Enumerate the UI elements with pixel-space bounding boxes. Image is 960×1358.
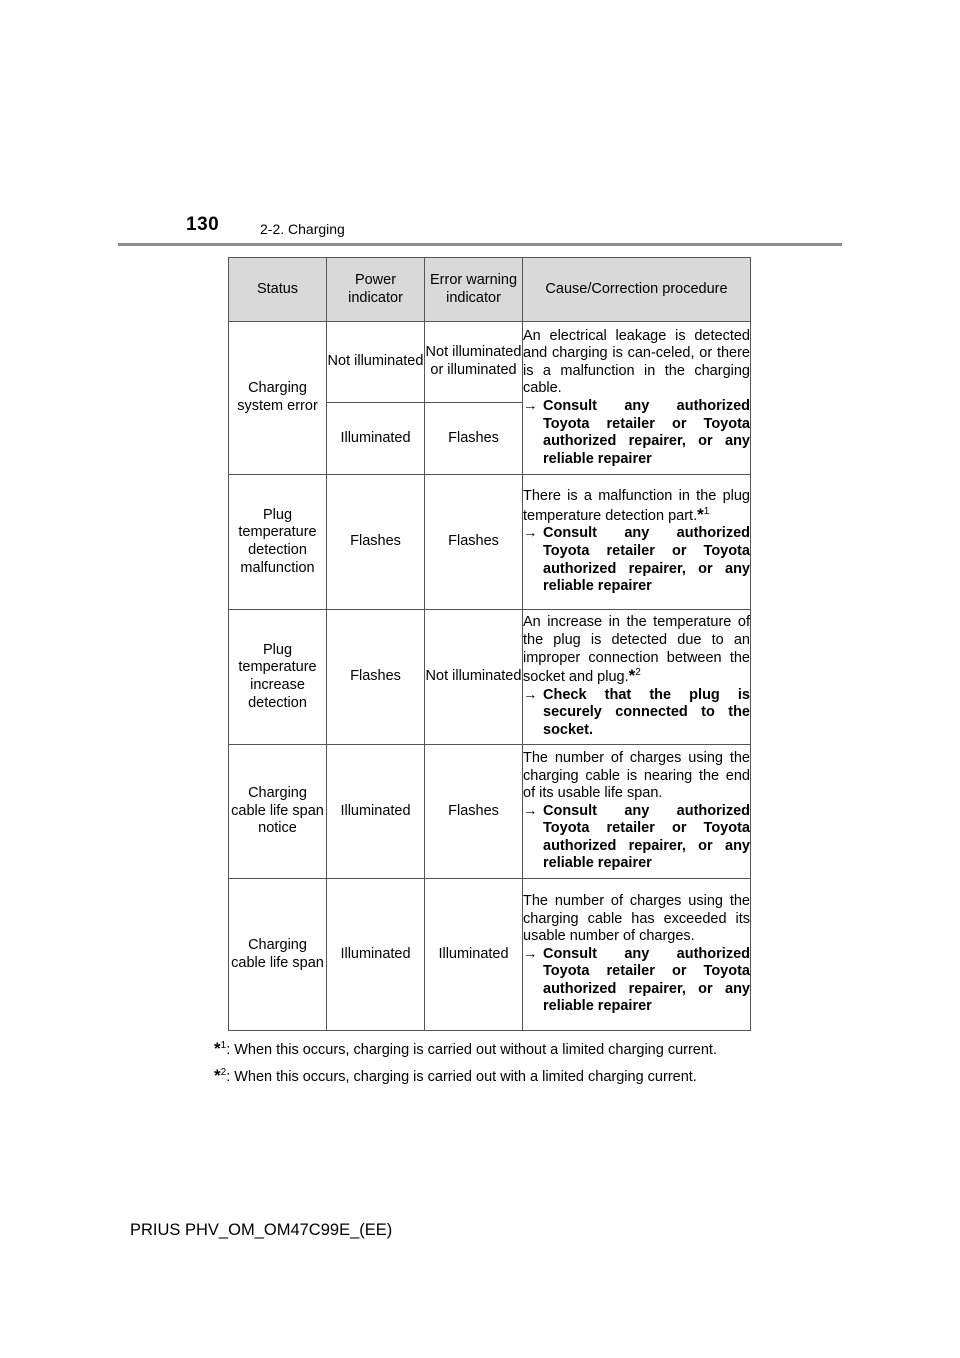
status-cell: Charging cable life span	[229, 879, 327, 1031]
footnote-asterisk-icon: *	[214, 1066, 221, 1085]
footnote-asterisk-icon: *	[628, 666, 636, 686]
cause-text: An increase in the temperature of the plug is detected due to an improper connection between the socket and plug.*$^2$	[523, 614, 750, 686]
arrow-icon: →	[523, 945, 538, 962]
status-cell: Charging cable life span notice	[229, 745, 327, 879]
table-row	[229, 745, 751, 879]
status-cell: Plug temperature detection malfunction	[229, 475, 327, 610]
power-indicator-cell: Illuminated	[327, 403, 425, 475]
correction-action: → Consult any authorized Toyota retailer or Toyota authorized repairer, or any reliable repairer	[523, 945, 750, 1015]
column-header-cause-correction: Cause/Correction procedure	[523, 258, 751, 322]
section-title: 2-2. Charging	[260, 221, 345, 237]
arrow-icon: →	[523, 802, 538, 819]
cause-cell	[523, 879, 751, 1031]
page-number: 130	[186, 214, 220, 235]
document-id: PRIUS PHV_OM_OM47C99E_(EE)	[130, 1221, 393, 1239]
power-indicator-cell: Illuminated	[327, 745, 425, 879]
correction-action: → Consult any authorized Toyota retailer or Toyota authorized repairer, or any reliable repairer	[523, 525, 750, 595]
footnote-asterisk-icon: *	[214, 1039, 221, 1058]
footnote-mark: 2	[220, 1067, 227, 1079]
column-header-status: Status	[229, 258, 327, 322]
arrow-icon: →	[523, 686, 538, 703]
footnote-reference: 1	[703, 505, 710, 517]
error-indicator-cell: Illuminated	[425, 879, 523, 1031]
footnote-text: : When this occurs, charging is carried out with a limited charging current.	[226, 1069, 697, 1085]
column-header-error-warning-indicator: Error warning indicator	[425, 258, 523, 322]
status-cell: Charging system error	[229, 322, 327, 475]
error-indicator-cell: Flashes	[425, 403, 523, 475]
correction-action: → Consult any authorized Toyota retailer or Toyota authorized repairer, or any reliable repairer	[523, 398, 750, 467]
cause-text: The number of charges using the charging cable has exceeded its usable number of charges.	[523, 892, 750, 945]
charging-status-table	[228, 257, 751, 1031]
footnote-1	[214, 1039, 717, 1059]
error-indicator-cell: Not illuminated or illuminated	[425, 322, 523, 403]
correction-action: → Consult any authorized Toyota retailer or Toyota authorized repairer, or any reliable repairer	[523, 802, 750, 872]
power-indicator-cell: Flashes	[327, 610, 425, 745]
power-indicator-cell: Illuminated	[327, 879, 425, 1031]
table-header-row	[229, 258, 751, 322]
table-row	[229, 610, 751, 745]
cause-text: An electrical leakage is detected and charging is can-celed, or there is a malfunction in the charging cable.	[523, 327, 750, 397]
cause-cell	[523, 610, 751, 745]
cause-text: The number of charges using the charging cable is nearing the end of its usable life span.	[523, 749, 750, 802]
table-row	[229, 322, 751, 403]
footnote-reference: 2	[635, 667, 641, 679]
table-row	[229, 475, 751, 610]
header-divider	[118, 243, 842, 246]
footnote-2	[214, 1066, 697, 1086]
error-indicator-cell: Not illuminated	[425, 610, 523, 745]
cause-text: There is a malfunction in the plug temperature detection part.*$^1$	[523, 488, 750, 524]
column-header-power-indicator: Power indicator	[327, 258, 425, 322]
error-indicator-cell: Flashes	[425, 745, 523, 879]
error-indicator-cell: Flashes	[425, 475, 523, 610]
correction-action: → Check that the plug is securely connected to the socket.	[523, 686, 750, 738]
table-row	[229, 879, 751, 1031]
cause-cell	[523, 745, 751, 879]
cause-cell	[523, 322, 751, 475]
footnote-mark: 1	[220, 1040, 227, 1052]
power-indicator-cell: Not illuminated	[327, 322, 425, 403]
footnote-asterisk-icon: *	[697, 504, 704, 524]
footnote-text: : When this occurs, charging is carried out without a limited charging current.	[226, 1042, 717, 1058]
cause-cell	[523, 475, 751, 610]
status-cell: Plug temperature increase detection	[229, 610, 327, 745]
arrow-icon: →	[523, 398, 538, 414]
power-indicator-cell: Flashes	[327, 475, 425, 610]
arrow-icon: →	[523, 525, 538, 542]
